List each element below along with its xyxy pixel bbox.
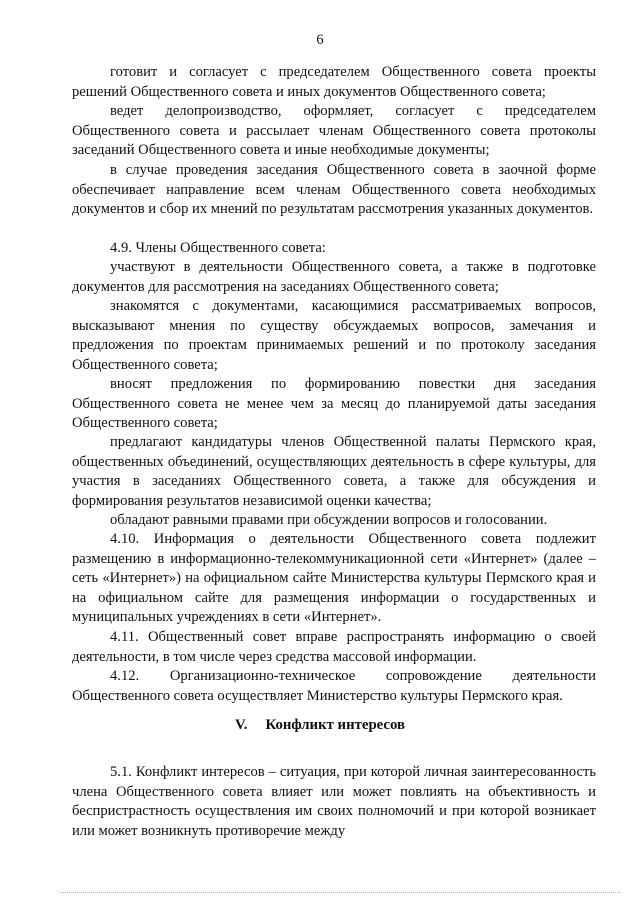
paragraph: 4.11. Общественный совет вправе распространять информацию о своей деятельности, в том числе через средства массовой информации. [72,629,596,665]
section-heading [0,717,640,734]
page-number: 6 [316,32,324,48]
paragraph: предлагают кандидатуры членов Общественной палаты Пермского края, общественных объединений, осуществляющих деятельность в сфере культуры, для участия в заседаниях Общественного совета, а также для обсуждения и формирования результатов независимой оценки качества; [72,434,596,509]
paragraph: 4.10. Информация о деятельности Общественного совета подлежит размещению в информационно-телекоммуникационной сети «Интернет» (далее – сеть «Интернет») на официальном сайте Министерства культуры Пермского края и на официальном сайте для размещения информации о государственных и муниципальных учреждениях в сети «Интернет». [72,531,596,626]
paragraph: участвуют в деятельности Общественного совета, а также в подготовке документов для рассмотрения на заседаниях Общественного совета; [72,259,596,295]
paragraph: 5.1. Конфликт интересов – ситуация, при которой личная заинтересованность члена Общественного совета влияет или может повлиять на объективность и беспристрастность осуществления им своих полномочий и при которой возникает или может возникнуть противоречие между [72,764,596,839]
section-title: Конфликт интересов [265,717,406,733]
paragraph: в случае проведения заседания Общественного совета в заочной форме обеспечивает направление всем членам Общественного совета необходимых документов и сбор их мнений по результатам рассмотрения указанных документов. [72,162,596,218]
paragraph: обладают равными правами при обсуждении вопросов и голосовании. [110,512,548,528]
paragraph: 4.12. Организационно-техническое сопровождение деятельности Общественного совета осуществляет Министерство культуры Пермского края. [72,668,596,704]
paragraph: готовит и согласует с председателем Общественного совета проекты решений Общественного совета и иных документов Общественного совета; [72,64,596,100]
paragraph: вносят предложения по формированию повестки дня заседания Общественного совета не менее чем за месяц до планируемой даты заседания Общественного совета; [72,376,596,432]
page-bottom-edge [60,892,620,893]
paragraph: 4.9. Члены Общественного совета: [110,240,326,256]
section-number: V. [234,717,248,733]
paragraph: ведет делопроизводство, оформляет, согласует с председателем Общественного совета и рассылает членам Общественного совета протоколы заседаний Общественного совета и иные необходимые документы; [72,103,596,159]
paragraph: знакомятся с документами, касающимися рассматриваемых вопросов, высказывают мнения по существу обсуждаемых вопросов, замечания и предложения по проектам принимаемых решений и по протоколу заседания Общественного совета; [72,298,596,373]
